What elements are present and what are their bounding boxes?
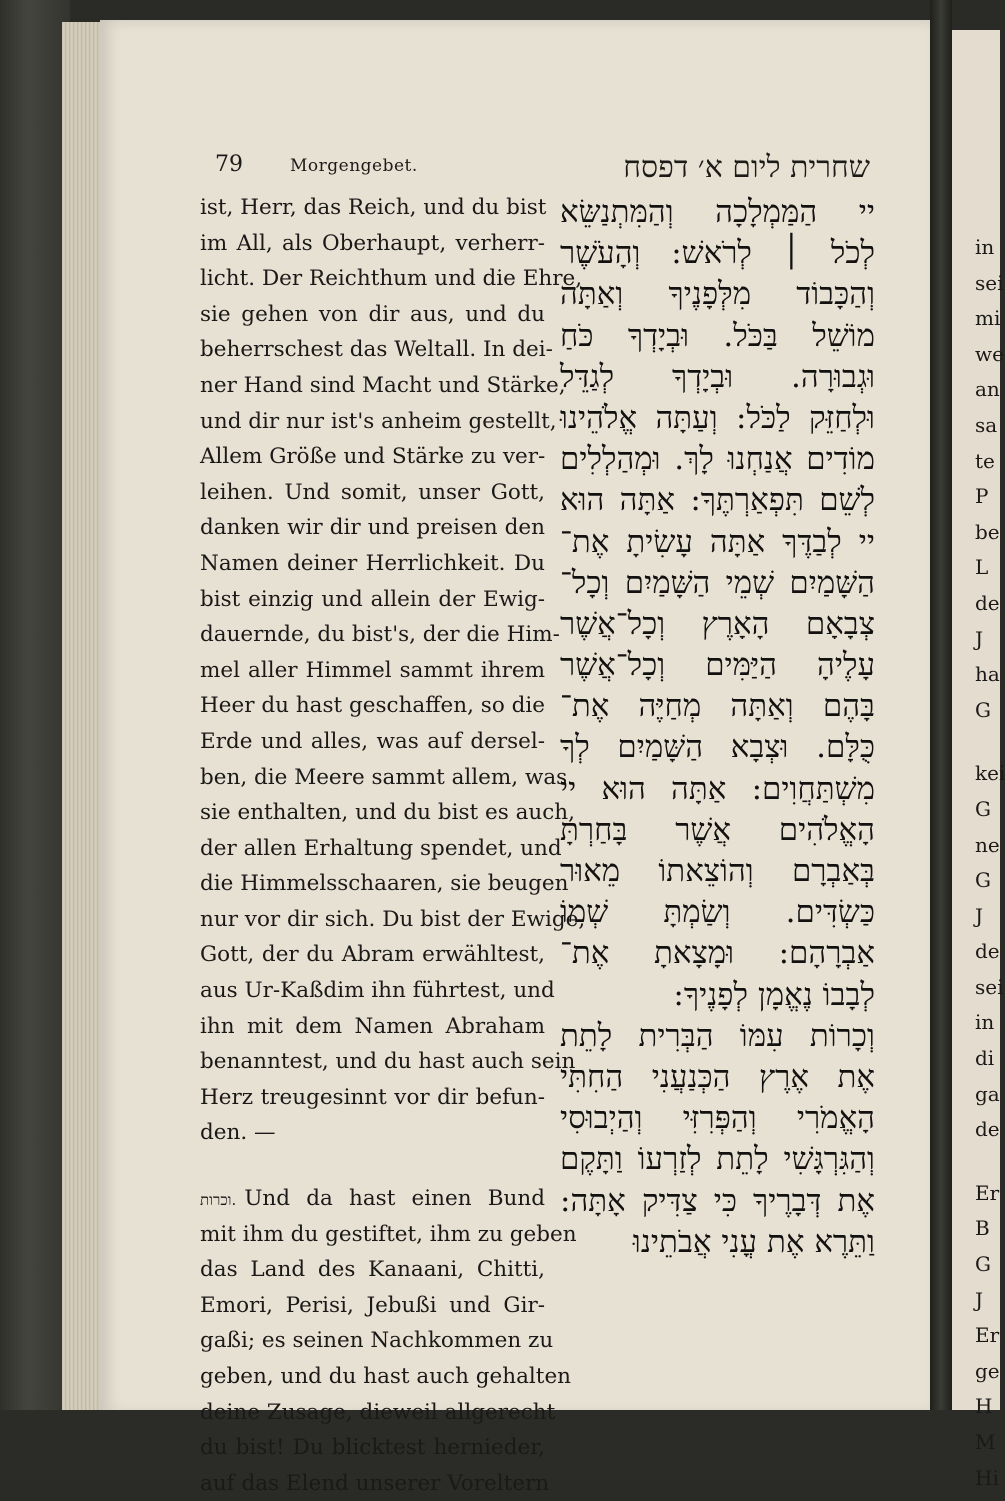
german-line: Gott, der du Abram erwähltest,: [200, 942, 545, 968]
hebrew-text-column: [560, 192, 875, 1263]
german-line: nur vor dir sich. Du bist der Ewige,: [200, 906, 586, 932]
next-page-fragment: in: [975, 1010, 995, 1035]
german-line: Heer du hast geschaffen, so die: [200, 693, 545, 719]
hebrew-line: הַשָּׁמַיִם שְׁמֵי הַשָּׁמַיִם וְכָל־: [560, 564, 875, 601]
german-line: und dir nur ist's anheim gestellt,: [200, 408, 557, 434]
next-page-fragment: G: [975, 796, 991, 821]
next-page-fragment: sa: [975, 412, 998, 437]
german-line: ist, Herr, das Reich, und du bist: [200, 195, 547, 220]
german-line: leihen. Und somit, unser Gott,: [200, 479, 545, 505]
hebrew-line: מוֹשֵׁל בַּכֹּל. וּבְיָדְךָ כֹּחַ: [560, 317, 875, 354]
german-line: benanntest, und du hast auch sein: [200, 1049, 576, 1075]
hebrew-line: צְבָאָם הָאָרֶץ וְכָל־אֲשֶׁר: [560, 605, 875, 642]
next-page-fragment: de: [975, 590, 1000, 615]
german-line: bist einzig und allein der Ewig-: [200, 586, 545, 612]
next-page-fragment: J: [975, 903, 984, 928]
german-line: geben, und du hast auch gehalten: [200, 1364, 572, 1389]
next-page-fragment: an: [975, 377, 1000, 402]
german-line: ben, die Meere sammt allem, was: [200, 764, 568, 790]
hebrew-line: בָּהֶם וְאַתָּה מְחַיֶּה אֶת־: [560, 688, 875, 725]
hebrew-line: יי הַמַּמְלָכָה וְהַמִּתְנַשֵּׂא: [560, 194, 875, 230]
german-line: ner Hand sind Macht und Stärke,: [200, 372, 566, 398]
german-line: auf das Elend unserer Voreltern: [200, 1470, 550, 1496]
next-page-text-fragments: [975, 230, 1005, 1496]
german-line: der allen Erhaltung spendet, und: [200, 835, 562, 861]
hebrew-line: מִשְׁתַּחֲוִים: אַתָּה הוּא יי: [560, 770, 875, 807]
german-line: aus Ur-Kaßdim ihn führtest, und: [200, 978, 555, 1004]
german-line: danken wir dir und preisen den: [200, 515, 545, 541]
hebrew-line: לְשֵׁם תִּפְאַרְתֶּךָ: אַתָּה הוּא: [560, 482, 875, 519]
hebrew-line: וְהַגִּרְגָּשִׁי לָתֵת לְזַרְעוֹ וַתָּקֶם: [560, 1141, 875, 1178]
page-number: 79: [215, 152, 243, 177]
german-line: [200, 1181, 545, 1217]
next-page-fragment: M: [975, 1430, 996, 1454]
hebrew-line: וְכָרוֹת עִמּוֹ הַבְּרִית לָתֵת: [560, 1017, 875, 1054]
next-page-fragment: ne: [975, 832, 1000, 857]
next-page-fragment: ga: [975, 1081, 1000, 1106]
german-line: die Himmelsschaaren, sie beugen: [200, 871, 569, 897]
book-cover-left: [0, 0, 70, 1480]
next-page-fragment: [975, 1148, 1000, 1176]
hebrew-line: הָאֱלֹהִים אֲשֶׁר בָּחַרְתָּ: [560, 811, 875, 848]
next-page-fragment: J: [975, 626, 984, 651]
next-page-fragment: Er: [975, 1323, 1000, 1348]
next-page-fragment: sei: [975, 974, 1004, 999]
german-line: beherrschest das Weltall. In dei-: [200, 337, 553, 363]
german-line: gaßi; es seinen Nachkommen zu: [200, 1328, 554, 1354]
hebrew-line: לְכֹל ׀ לְרֹאשׁ: וְהָעֹשֶׁר: [560, 235, 875, 272]
next-page-fragment: de: [975, 939, 1000, 964]
hebrew-line: אֶת דְּבָרֶיךָ כִּי צַדִּיק אָתָּה:: [560, 1182, 875, 1219]
german-line: du bist! Du blicktest hernieder,: [200, 1435, 545, 1461]
next-page-fragment: mi: [975, 306, 1001, 331]
running-title: Morgengebet.: [290, 156, 418, 176]
hebrew-line: וּגְבוּרָה. וּבְיָדְךָ לְגַדֵּל: [560, 358, 875, 395]
next-page-fragment: in: [975, 235, 995, 259]
book-gutter: [930, 0, 952, 1480]
german-line: licht. Der Reichthum und die Ehre,: [200, 266, 583, 292]
german-line: Herz treugesinnt vor dir befun-: [200, 1084, 545, 1110]
page-header-left: [215, 152, 418, 177]
next-page-fragment: we: [975, 341, 1004, 366]
german-line: ihn mit dem Namen Abraham: [200, 1013, 545, 1039]
german-line: Erde und alles, was auf dersel-: [200, 728, 545, 754]
german-line: mel aller Himmel sammt ihrem: [200, 657, 545, 683]
next-page-fragment: ha: [975, 662, 1000, 687]
german-line: deine Zusage, dieweil allgerecht: [200, 1399, 556, 1425]
german-line: im All, als Oberhaupt, verherr-: [200, 230, 545, 256]
page-block-edge: [62, 22, 104, 1412]
hebrew-line: אֶת אֶרֶץ הַכְּנַעֲנִי הַחִתִּי: [560, 1058, 875, 1095]
next-page-fragment: di: [975, 1046, 995, 1071]
next-page-fragment: be: [975, 519, 1000, 544]
next-page-fragment: G: [975, 1252, 991, 1277]
german-line: Namen deiner Herrlichkeit. Du: [200, 550, 545, 576]
next-page-fragment: ge: [975, 1358, 1000, 1383]
hebrew-line: בְּאַבְרָם וְהוֹצֵאתוֹ מֵאוּר: [560, 853, 875, 889]
next-page-fragment: sei: [975, 270, 1004, 295]
next-page-fragment: kei: [975, 761, 1005, 786]
hebrew-line: לְבָבוֹ נֶאֱמָן לְפָנֶיךָ:: [673, 976, 875, 1013]
next-page-fragment: te: [975, 448, 995, 473]
german-line: den. —: [200, 1120, 276, 1146]
german-line: dauernde, du bist's, der die Him-: [200, 622, 560, 648]
hebrew-line: יי לְבַדֶּךָ אַתָּה עָשִׂיתָ אֶת־: [560, 523, 875, 560]
next-page-fragment: G: [975, 868, 991, 893]
hebrew-header: שחרית ליום א׳ דפסח: [623, 150, 870, 185]
hebrew-line: עָלֶיהָ הַיַּמִּים וְכָל־אֲשֶׁר: [560, 647, 875, 684]
german-text-column: [200, 190, 586, 1501]
hebrew-cue-word: וכרות.: [200, 1191, 237, 1210]
next-page-fragment: Hi: [975, 1465, 999, 1490]
hebrew-line: אַבְרָהָם: וּמָצָאתָ אֶת־: [560, 935, 875, 972]
next-page-fragment: [975, 728, 1000, 756]
next-page-fragment: G: [975, 697, 991, 722]
hebrew-line: וַתֵּרֶא אֶת עֳנִי אֲבֹתֵינוּ: [632, 1223, 875, 1260]
next-page-fragment: Er: [975, 1180, 1000, 1205]
hebrew-line: כֻּלָּם. וּצְבָא הַשָּׁמַיִם לְךָ: [560, 729, 875, 766]
german-line: Allem Größe und Stärke zu ver-: [200, 444, 546, 470]
next-page-fragment: B: [975, 1216, 990, 1241]
hebrew-line: כַּשְׂדִּים. וְשַׂמְתָּ שְׁמוֹ: [560, 894, 875, 931]
german-line: das Land des Kanaani, Chitti,: [200, 1257, 545, 1283]
german-line: Emori, Perisi, Jebußi und Gir-: [200, 1292, 545, 1318]
german-line-text: Und da hast einen Bund: [244, 1186, 545, 1212]
next-page-fragment: J: [975, 1287, 984, 1312]
next-page-fragment: de: [975, 1117, 1000, 1142]
german-line: mit ihm du gestiftet, ihm zu geben: [200, 1221, 577, 1247]
hebrew-line: וּלְחַזֵּק לַכֹּל: וְעַתָּה אֱלֹהֵינוּ: [560, 399, 875, 436]
next-page-fragment: L: [975, 555, 989, 580]
hebrew-line: וְהַכָּבוֹד מִלְּפָנֶיךָ וְאַתָּה: [560, 276, 875, 313]
hebrew-line: הָאֱמֹרִי וְהַפְּרִזִּי וְהַיְבוּסִי: [560, 1100, 875, 1137]
german-line: sie enthalten, und du bist es auch,: [200, 800, 575, 826]
german-line: sie gehen von dir aus, und du: [200, 301, 545, 327]
hebrew-line: מוֹדִים אֲנַחְנוּ לָךְ. וּמְהַלְלִים: [560, 441, 875, 478]
paragraph-gap: [200, 1151, 545, 1181]
next-page-fragment: H: [975, 1394, 993, 1419]
next-page-fragment: P: [975, 484, 989, 509]
